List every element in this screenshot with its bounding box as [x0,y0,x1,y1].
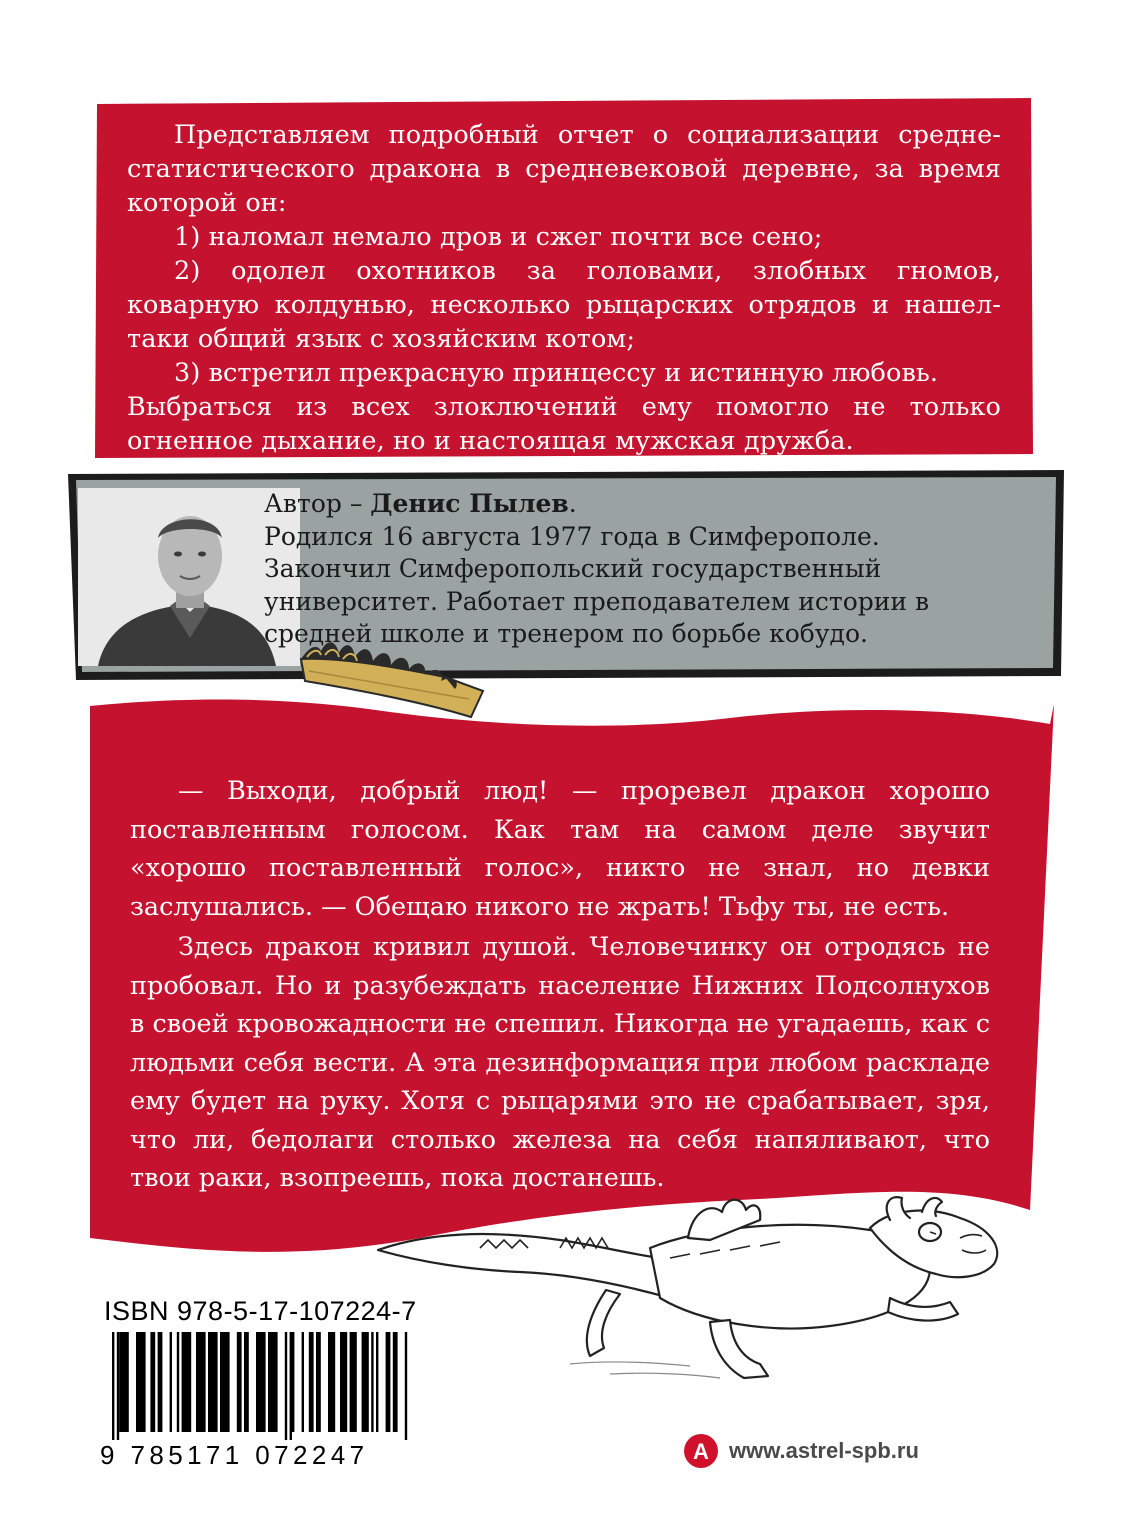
barcode-bar [208,1332,218,1432]
barcode-bar [316,1332,321,1432]
author-career: Закончил Симферопольский государственный университет. Работает преподавателем истории в средней школе и тренером по борьбе кобудо. [264,554,930,648]
barcode-bar [196,1332,206,1432]
author-birth: Родился 16 августа 1977 года в Симферополе. [264,521,880,551]
dragon-illustration [370,1188,1010,1393]
barcode-digits: 9 785171 072247 [100,1440,369,1470]
crown-illustration [295,637,490,719]
publisher-url[interactable]: www.astrel-spb.ru [729,1438,919,1463]
barcode-guard-bar [112,1332,114,1440]
annotation-item-3: 3) встретил прекрасную принцессу и истинную любовь. [174,358,939,388]
annotation-panel [95,98,1033,458]
author-line [264,488,964,521]
barcode-bar [371,1332,373,1432]
annotation-item-1: 1) наломал немало дров и сжег почти все сено; [174,222,823,252]
barcode-bar [268,1332,278,1432]
annotation-outro: Выбраться из всех злоключений ему помогло не только огненное дыхание, но и настоящая мужская дружба. [127,392,1001,456]
barcode-bar [150,1332,155,1432]
annotation-intro: Представляем подробный отчет о социализации средне-статистического дракона в средневековой деревне, за время которой он: [127,120,1001,218]
barcode-bar [237,1332,242,1432]
barcode-bar [328,1332,335,1432]
barcode-bar [386,1332,391,1432]
barcode-bar [302,1332,304,1432]
barcode [108,1332,408,1440]
excerpt-panel [90,690,1090,1270]
barcode-bar [292,1332,294,1432]
barcode-bar [177,1332,179,1432]
barcode-bar [158,1332,163,1432]
barcode-bar [376,1332,378,1432]
barcode-guard-bar [285,1332,287,1440]
barcode-bar [362,1332,369,1432]
annotation-text [95,98,1033,458]
excerpt-paragraph-2: Здесь дракон кривил душой. Человечинку он отродясь не пробовал. Но и разубеждать население Нижних Подсолнухов в своей кровожадности не спешил. Никогда не угадаешь, как с людьми себя вести. А эта дезинформация при любом раскладе ему будет на руку. Хотя с рыцарями это не срабатывает, зря, что ли, бедолаги столько железа на себя напяливают, что твои раки, взопреешь, пока достанешь. [130,932,990,1193]
barcode-bar [119,1332,129,1432]
barcode-bar [350,1332,357,1432]
barcode-bar [136,1332,146,1432]
isbn-label: ISBN 978-5-17-107224-7 [104,1296,417,1326]
author-panel [68,470,1064,680]
annotation-item-2: 2) одолел охотников за головами, злобных гномов, коварную колдунью, несколько рыцарских отрядов и нашел-таки общий язык с хозяйским котом; [127,256,1001,354]
author-text [264,488,964,651]
barcode-guard-bar [117,1332,119,1440]
publisher-logo-icon [683,1433,719,1469]
publisher-logo-letter: А [693,1439,709,1464]
barcode-bar [393,1332,398,1432]
barcode-guard-bar [405,1332,407,1440]
excerpt-paragraph-1: — Выходи, добрый люд! — проревел дракон хорошо поставленным голосом. Как там на самом деле звучит «хорошо поставленный голос», никто не знал, но девки заслушались. — Обещаю никого не жрать! Тьфу ты, не есть. [130,776,990,922]
barcode-bar [340,1332,347,1432]
author-name-period: . [568,489,577,518]
publisher-block [683,1433,919,1469]
barcode-bar [256,1332,266,1432]
barcode-bar [309,1332,314,1432]
barcode-bar [244,1332,249,1432]
barcode-guard-bar [290,1332,292,1440]
excerpt-text [130,772,990,1198]
author-name: Денис Пылев [370,489,569,518]
barcode-bar [182,1332,192,1432]
barcode-bar [170,1332,172,1432]
barcode-bar [220,1332,230,1432]
author-prefix: Автор – [264,489,371,518]
